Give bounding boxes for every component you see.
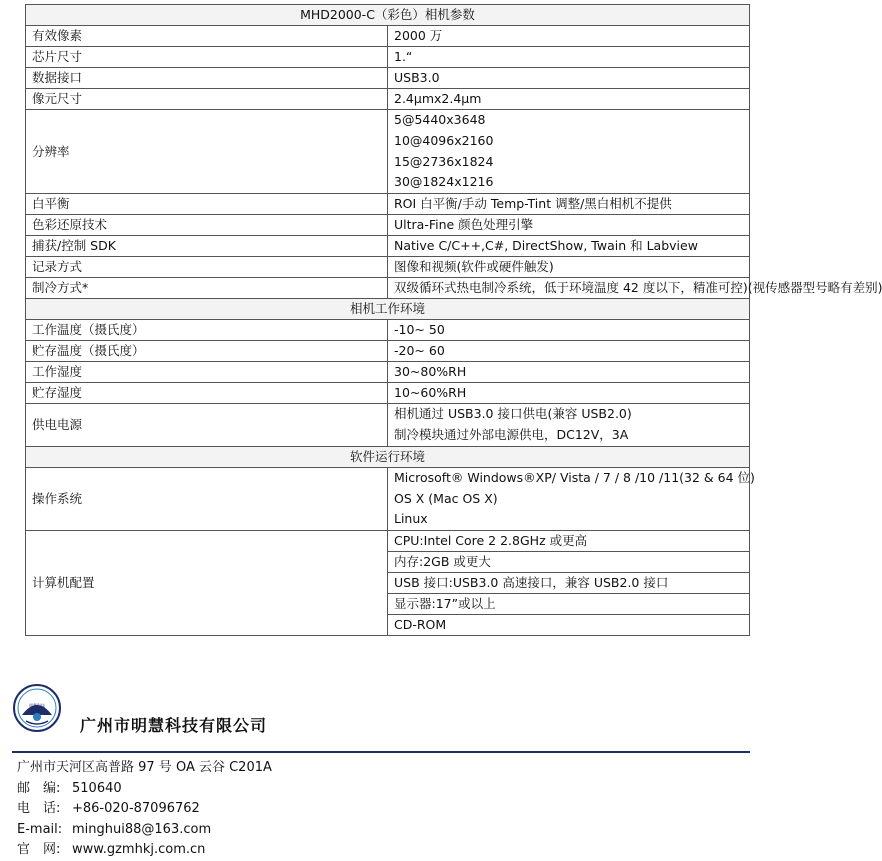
table-title: MHD2000-C（彩色）相机参数 <box>26 5 750 26</box>
spec-label: 捕获/控制 SDK <box>26 236 388 257</box>
table-title-row <box>26 5 750 26</box>
spec-value: 2000 万 <box>388 26 750 47</box>
spec-label: 分辨率 <box>26 110 388 194</box>
website-line[interactable]: 官 网: www.gzmhkj.com.cn <box>17 842 206 857</box>
spec-label: 芯片尺寸 <box>26 47 388 68</box>
spec-value <box>388 404 750 447</box>
spec-label: 供电电源 <box>26 404 388 447</box>
phone-line: 电 话: +86-020-87096762 <box>17 801 200 816</box>
spec-value-line: 15@2736x1824 <box>394 153 494 169</box>
svg-text:明慧科技: 明慧科技 <box>29 703 45 708</box>
spec-value-line: USB 接口:USB3.0 高速接口，兼容 USB2.0 接口 <box>388 573 749 594</box>
spec-value: 双级循环式热电制冷系统，低于环境温度 42 度以下，精准可控)(视传感器型号略有差别) <box>388 278 750 299</box>
spec-label: 数据接口 <box>26 68 388 89</box>
spec-row <box>26 320 750 341</box>
spec-value: Native C/C++,C#, DirectShow, Twain 和 Labview <box>388 236 750 257</box>
spec-value-line: OS X (Mac OS X) <box>394 490 498 506</box>
company-name: 广州市明慧科技有限公司 <box>80 716 268 735</box>
spec-value-line: 制冷模块通过外部电源供电，DC12V，3A <box>394 426 629 442</box>
spec-value-line: CD-ROM <box>394 617 447 633</box>
spec-row <box>26 26 750 47</box>
spec-row <box>26 404 750 447</box>
spec-label: 工作温度（摄氏度） <box>26 320 388 341</box>
spec-value: 10~60%RH <box>388 383 750 404</box>
spec-value: 1.“ <box>388 47 750 68</box>
spec-row <box>26 194 750 215</box>
spec-value-line: Microsoft® Windows®XP/ Vista / 7 / 8 /10 /11(32 & 64 位) <box>394 469 755 485</box>
spec-label: 贮存湿度 <box>26 383 388 404</box>
divider <box>12 751 750 753</box>
camera-spec-table <box>25 4 882 636</box>
spec-row <box>26 531 750 636</box>
contact-info <box>17 758 272 861</box>
company-logo <box>12 683 62 733</box>
software-section-title-row <box>26 446 750 467</box>
spec-value: 图像和视频(软件或硬件触发) <box>388 257 750 278</box>
spec-value-line: 显示器:17”或以上 <box>388 594 749 615</box>
spec-row <box>26 383 750 404</box>
spec-value: ROI 白平衡/手动 Temp-Tint 调整/黑白相机不提供 <box>388 194 750 215</box>
spec-row <box>26 89 750 110</box>
spec-row <box>26 215 750 236</box>
spec-label: 贮存温度（摄氏度） <box>26 341 388 362</box>
spec-value <box>388 467 755 530</box>
spec-row <box>26 278 750 299</box>
spec-value-line: CPU:Intel Core 2 2.8GHz 或更高 <box>388 531 749 552</box>
env-section-title: 相机工作环境 <box>26 299 750 320</box>
spec-value: 30~80%RH <box>388 362 750 383</box>
address: 广州市天河区高普路 97 号 OA 云谷 C201A <box>17 760 272 775</box>
spec-row <box>26 341 750 362</box>
spec-value <box>388 531 750 636</box>
spec-label: 有效像素 <box>26 26 388 47</box>
spec-value-line: 5@5440x3648 <box>394 112 486 127</box>
spec-label: 操作系统 <box>26 467 388 530</box>
spec-value-line: 10@4096x2160 <box>394 132 494 148</box>
spec-row <box>26 257 750 278</box>
software-section-title: 软件运行环境 <box>26 446 750 467</box>
spec-value-line: Linux <box>394 511 428 527</box>
spec-label: 色彩还原技术 <box>26 215 388 236</box>
spec-row <box>26 467 750 530</box>
spec-value-line: 30@1824x1216 <box>394 174 494 190</box>
spec-row <box>26 47 750 68</box>
env-section-title-row <box>26 299 750 320</box>
spec-value <box>388 110 750 194</box>
spec-label: 制冷方式* <box>26 278 388 299</box>
spec-row <box>26 68 750 89</box>
spec-value-line: 内存:2GB 或更大 <box>388 552 749 573</box>
spec-value: -20~ 60 <box>388 341 750 362</box>
spec-value: -10~ 50 <box>388 320 750 341</box>
spec-row <box>26 236 750 257</box>
postcode-line: 邮 编: 510640 <box>17 780 122 796</box>
spec-label: 计算机配置 <box>26 531 388 636</box>
spec-value-line: 相机通过 USB3.0 接口供电(兼容 USB2.0) <box>394 406 632 422</box>
spec-value: 2.4μmx2.4μm <box>388 89 750 110</box>
spec-label: 像元尺寸 <box>26 89 388 110</box>
spec-label: 白平衡 <box>26 194 388 215</box>
spec-value: Ultra-Fine 颜色处理引擎 <box>388 215 750 236</box>
spec-label: 记录方式 <box>26 257 388 278</box>
spec-value: USB3.0 <box>388 68 750 89</box>
spec-label: 工作湿度 <box>26 362 388 383</box>
spec-row <box>26 362 750 383</box>
email-line[interactable]: E-mail: minghui88@163.com <box>17 821 212 837</box>
spec-row <box>26 110 750 194</box>
